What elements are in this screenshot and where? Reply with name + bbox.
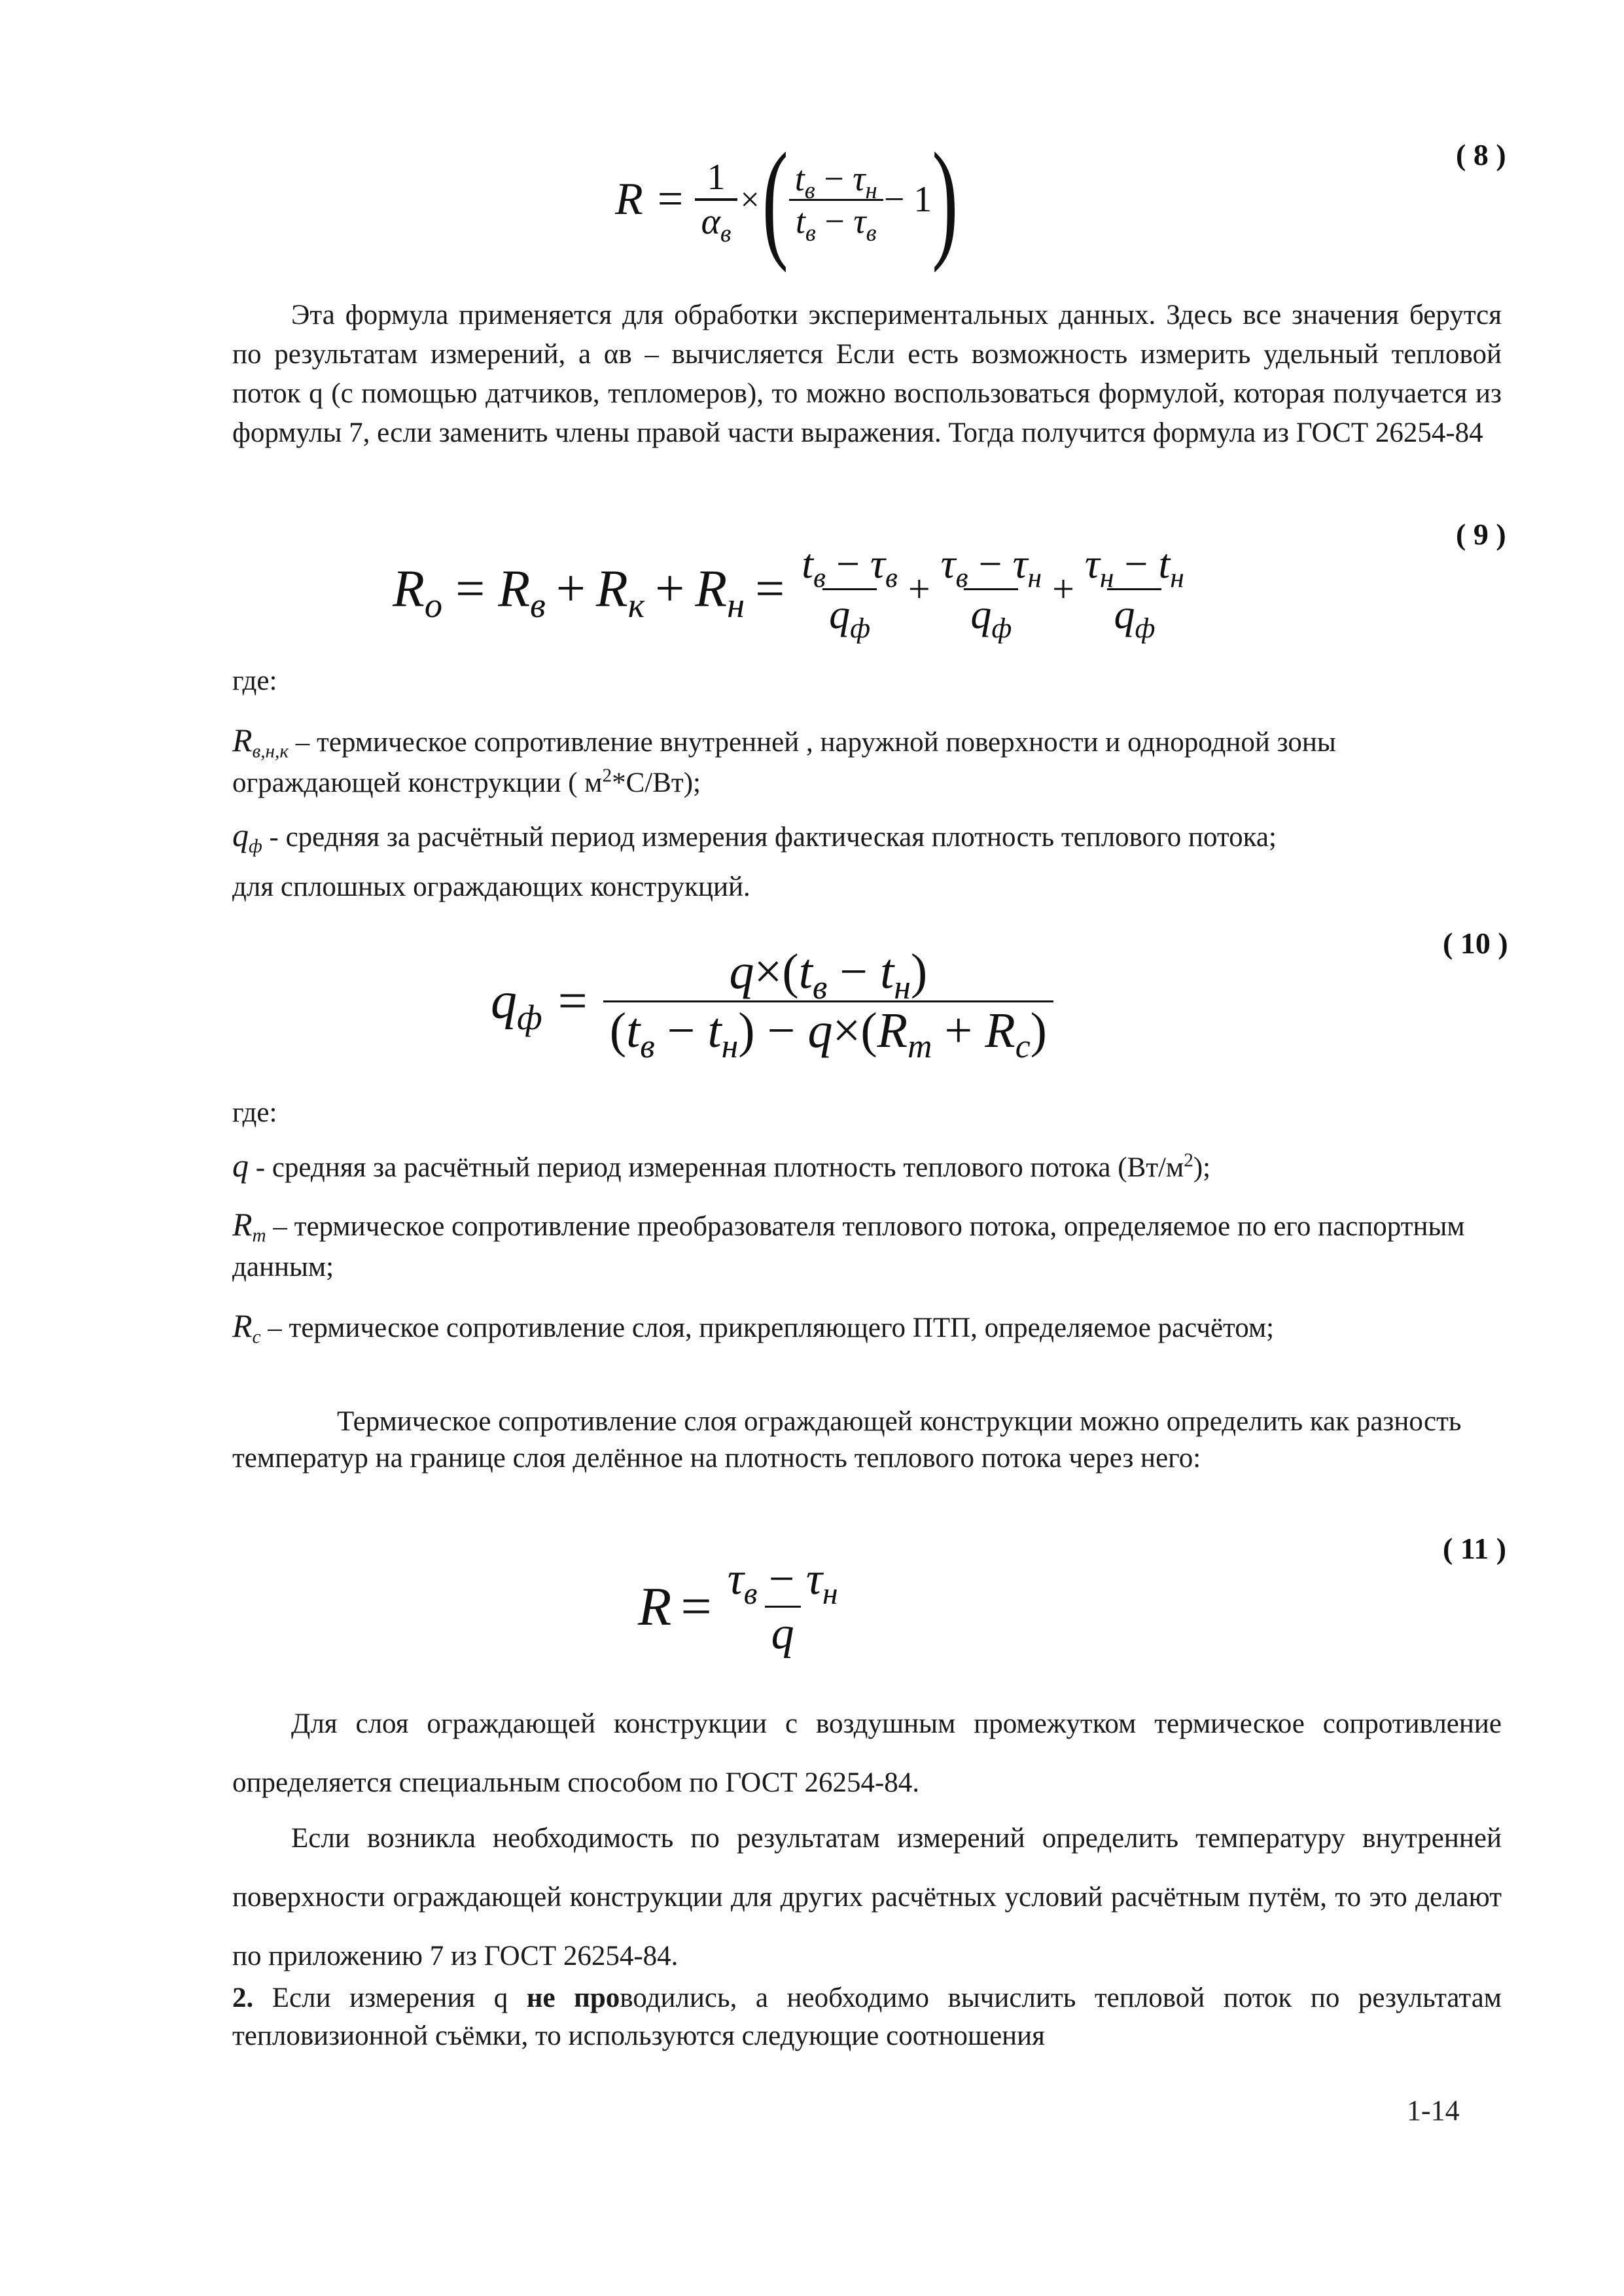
- definition-q-f: $q_ф$ - средняя за расчётный период измерения фактическая плотность теплового потока;: [232, 817, 1277, 857]
- equation-9-number: ( 9 ): [1456, 518, 1506, 551]
- equation-10: $q_ф$ = $\frac{q\times(t_в - t_н)}{(t_в - t_н) - q\times(R_m + R_с)}$: [491, 929, 1053, 1073]
- eq8-lhs: R =: [615, 174, 686, 224]
- eq8-right-paren: ): [932, 125, 959, 274]
- equation-9: $R_о$ = $R_в$ + $R_к$ + $R_н$ = $\frac{t_в - \tau_в}{q_ф}$ + $\frac{\tau_в - \tau_н}{q_ф}$ + $\frac{\tau_н - t_н}{q_ф}$: [393, 520, 1191, 658]
- eq9-fraction-3: $\frac{\tau_н - t_н}{q_ф}$: [1084, 540, 1184, 644]
- equation-8-number: ( 8 ): [1456, 138, 1506, 171]
- definition-R-vnk: $R_{в,н,к}$ – термическое сопротивление внутренней , наружной поверхности и однородной зоны ограждающей конструкции ( $м^2*С/Вт$);: [232, 722, 1336, 798]
- paragraph-layer-resistance: Термическое сопротивление слоя ограждающей конструкции можно определить как разность температур на границе слоя делённое на плотность теплового потока через него:: [232, 1406, 1462, 1474]
- eq11-fraction: $\frac{\tau_в - \tau_н}{q}$: [727, 1553, 838, 1659]
- equation-11: R = $\frac{\tau_в - \tau_н}{q}$: [638, 1538, 845, 1675]
- paragraph-air-gap: Для слоя ограждающей конструкции с воздушным промежутком термическое сопротивление определяется специальным способом по ГОСТ 26254-84.: [232, 1708, 1502, 1798]
- definition-R-m: $R_m$ – термическое сопротивление преобразователя теплового потока, определяемое по его паспортным данным;: [232, 1206, 1465, 1282]
- where-label-1: где:: [232, 665, 277, 696]
- eq8-fraction-1-over-alpha: $\frac{1}{\alpha_в}$: [695, 156, 738, 243]
- definition-solid-structures: для сплошных ограждающих конструкций.: [232, 872, 750, 902]
- eq9-fraction-2: $\frac{\tau_в - \tau_н}{q_ф}$: [940, 540, 1042, 644]
- equation-11-number: ( 11 ): [1443, 1532, 1507, 1565]
- equation-8: R = $\frac{1}{\alpha_в}$ × ( $\frac{t_в - \tau_н}{t_в - \tau_в}$ − 1 ): [615, 131, 958, 268]
- where-label-2: где:: [232, 1097, 277, 1128]
- paragraph-inner-surface-temp: Если возникла необходимость по результатам измерений определить температуру внутренней поверхности ограждающей конструкции для других расчётных условий расчётным путём, то это делают по приложению 7 из ГОСТ 26254-84.: [232, 1823, 1502, 1971]
- eq9-fraction-1: $\frac{t_в - \tau_в}{q_ф}$: [802, 540, 898, 644]
- eq8-fraction-temps: $\frac{t_в - \tau_н}{t_в - \tau_в}$: [788, 158, 884, 241]
- paragraph-thermal-imaging: 2. Если измерения q не проводились, а необходимо вычислить тепловой поток по результатам тепловизионной съёмки, то используются следующие соотношения: [232, 1983, 1502, 2051]
- definition-q: q - средняя за расчётный период измеренная плотность теплового потока $(Вт/м^2)$;: [232, 1147, 1211, 1184]
- eq8-minus-one: − 1: [883, 179, 932, 220]
- eq8-left-paren: (: [762, 125, 788, 274]
- eq10-fraction: $\frac{q\times(t_в - t_н)}{(t_в - t_н) - q\times(R_m + R_с)}$: [603, 944, 1053, 1059]
- definition-R-c: $R_c$ – термическое сопротивление слоя, прикрепляющего ПТП, определяемое расчётом;: [232, 1307, 1275, 1348]
- paragraph-formula-usage: Эта формула применяется для обработки экспериментальных данных. Здесь все значения берутся по результатам измерений, а αв – вычисляется Если есть возможность измерить удельный тепловой поток q (с помощью датчиков, тепломеров), то можно воспользоваться формулой, которая получается из формулы 7, если заменить члены правой части выражения. Тогда получится формула из ГОСТ 26254-84: [232, 300, 1502, 448]
- page-number: 1-14: [1407, 2094, 1460, 2127]
- equation-10-number: ( 10 ): [1443, 927, 1508, 960]
